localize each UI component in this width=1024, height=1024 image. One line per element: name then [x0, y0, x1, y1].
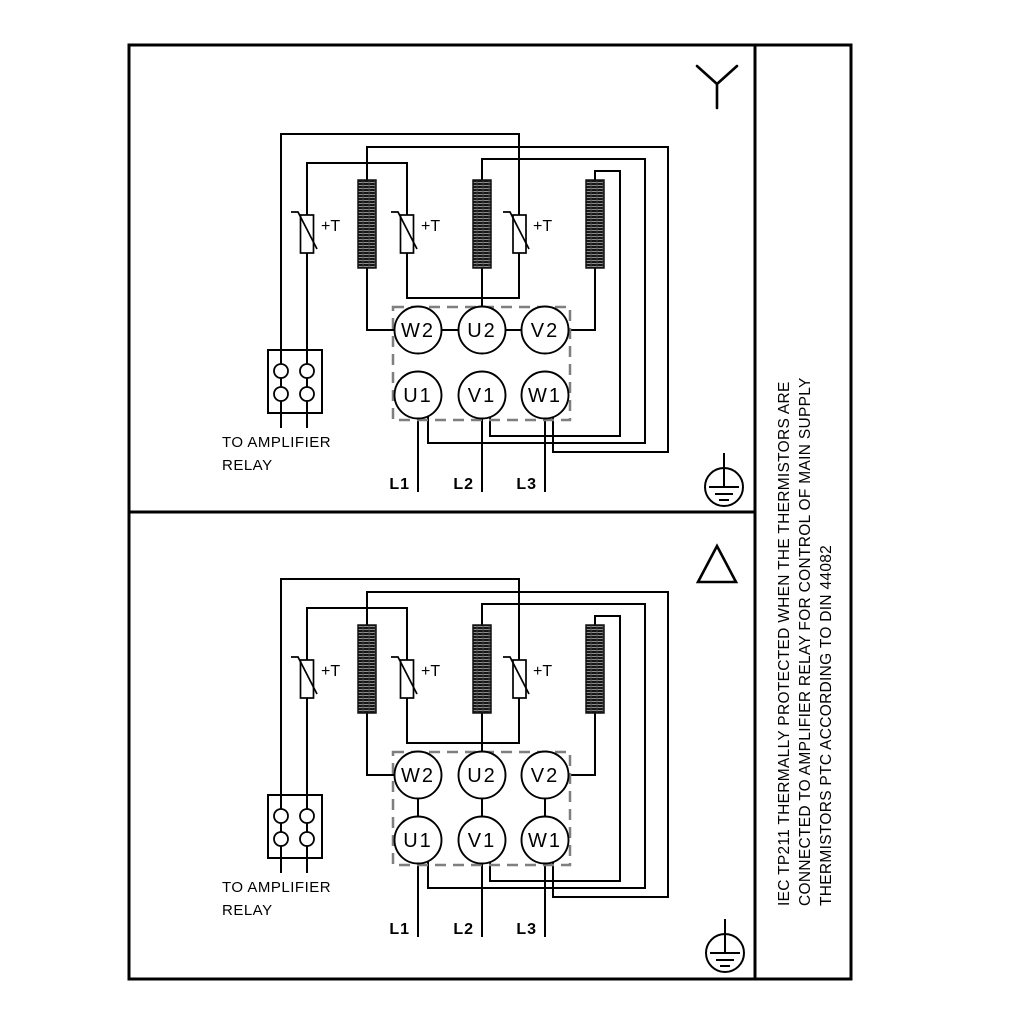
terminal-label-u1: U1 [403, 385, 433, 407]
winding-coil-3 [586, 625, 604, 713]
supply-label-l1: L1 [389, 476, 410, 493]
supply-label-l1: L1 [389, 921, 410, 938]
terminal-circles [395, 307, 569, 419]
terminal-label-v2: V2 [530, 320, 560, 342]
supply-line-labels [389, 476, 537, 493]
terminal-label-u1: U1 [403, 830, 433, 852]
terminal-label-w1: W1 [528, 830, 562, 852]
motor-windings [358, 625, 604, 713]
side-note-line3: THERMISTORS PTC ACCORDING TO DIN 44082 [818, 544, 835, 906]
supply-label-l3: L3 [516, 921, 537, 938]
star-connection-icon [697, 66, 737, 108]
terminal-label-v1: V1 [467, 385, 497, 407]
amplifier-relay-terminal-block [268, 350, 322, 413]
terminal-label-v2: V2 [530, 765, 560, 787]
plus-t-label-3: +T [533, 218, 553, 235]
relay-caption-line2: RELAY [222, 457, 273, 474]
terminal-label-w2: W2 [401, 765, 435, 787]
winding-coil-1 [358, 625, 376, 713]
terminal-label-v1: V1 [467, 830, 497, 852]
relay-caption-line2: RELAY [222, 902, 273, 919]
plus-t-label-1: +T [321, 218, 341, 235]
terminal-label-w1: W1 [528, 385, 562, 407]
supply-label-l2: L2 [453, 921, 474, 938]
plus-t-label-3: +T [533, 663, 553, 680]
plus-t-label-2: +T [421, 218, 441, 235]
star-panel [222, 66, 743, 506]
supply-line-labels [389, 921, 537, 938]
supply-label-l3: L3 [516, 476, 537, 493]
side-note-line2: CONNECTED TO AMPLIFIER RELAY FOR CONTROL OF MAIN SUPPLY [797, 377, 814, 906]
terminal-label-u2: U2 [467, 765, 497, 787]
amplifier-relay-terminal-block [268, 795, 322, 858]
motor-windings [358, 180, 604, 268]
plus-t-label-1: +T [321, 663, 341, 680]
winding-coil-2 [473, 625, 491, 713]
winding-coil-3 [586, 180, 604, 268]
side-note [776, 377, 835, 906]
delta-panel [222, 546, 744, 972]
plus-t-label-2: +T [421, 663, 441, 680]
winding-coil-2 [473, 180, 491, 268]
protective-earth-icon [705, 453, 743, 506]
side-note-line1: IEC TP211 THERMALLY PROTECTED WHEN THE THERMISTORS ARE [776, 381, 793, 906]
supply-label-l2: L2 [453, 476, 474, 493]
terminal-label-u2: U2 [467, 320, 497, 342]
relay-caption-line1: TO AMPLIFIER [222, 879, 332, 896]
protective-earth-icon [706, 919, 744, 972]
relay-caption-line1: TO AMPLIFIER [222, 434, 332, 451]
winding-coil-1 [358, 180, 376, 268]
terminal-label-w2: W2 [401, 320, 435, 342]
delta-connection-icon [698, 546, 736, 582]
